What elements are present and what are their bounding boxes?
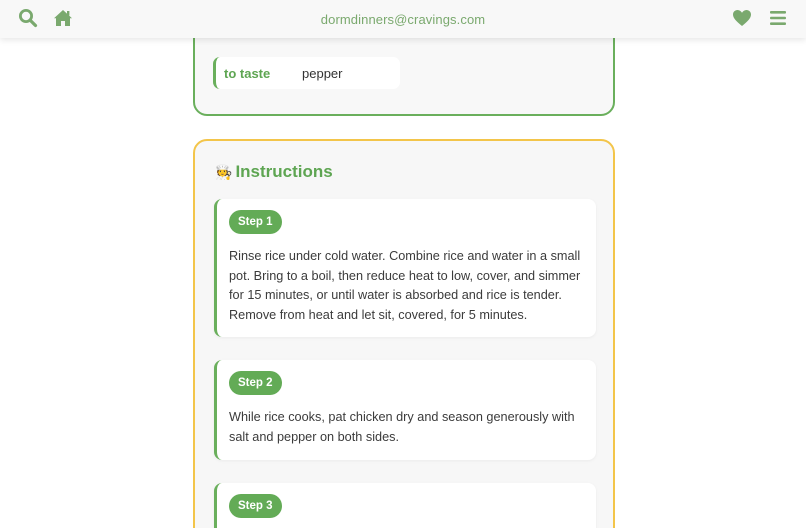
step-card-3 (214, 483, 596, 528)
account-email: dormdinners@cravings.com (320, 11, 486, 27)
step-badge: Step 2 (229, 371, 282, 395)
chef-icon: 🧑‍🍳 (215, 164, 233, 180)
home-icon[interactable] (52, 7, 74, 29)
step-card-1 (214, 199, 596, 337)
step-badge: Step 1 (229, 210, 282, 234)
ingredient-quantity: to taste (224, 65, 271, 81)
step-text: Rinse rice under cold water. Combine rice and water in a small pot. Bring to a boil, then reduce heat to low, cover, and simmer for 15 minutes, or until water is absorbed and rice is tender. Remove from heat and let sit, covered, for 5 minutes. (229, 249, 581, 322)
instructions-heading (215, 162, 333, 182)
top-navigation-bar (0, 0, 806, 38)
step-card-2 (214, 360, 596, 460)
hamburger-menu-icon[interactable] (767, 7, 789, 29)
step-badge: Step 3 (229, 494, 282, 518)
step-text: While rice cooks, pat chicken dry and season generously with salt and pepper on both sides. (229, 410, 575, 444)
ingredient-name: pepper (302, 65, 343, 81)
instructions-card (193, 139, 615, 528)
search-icon[interactable] (17, 7, 39, 29)
ingredient-item (213, 57, 400, 89)
heart-icon[interactable] (731, 7, 753, 29)
instructions-title: Instructions (235, 162, 333, 181)
